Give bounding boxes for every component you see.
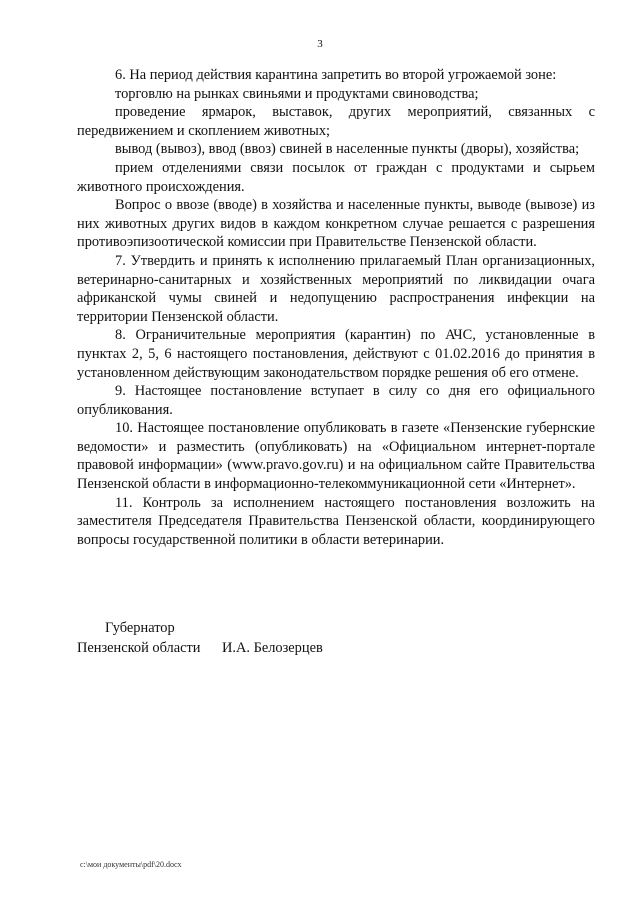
signature-title: Губернатор — [105, 620, 175, 636]
signature-region: Пензенской области — [77, 640, 201, 656]
paragraph-11: 11. Контроль за исполнением настоящего постановления возложить на заместителя Председателя Правительства Пензенской области, координирующего вопросы государственной политики в области ветеринарии. — [77, 494, 595, 548]
paragraph-import-question: Вопрос о ввозе (вводе) в хозяйства и населенные пункты, выводе (вывозе) из них животных других видов в каждом конкретном случае решается с разрешения противоэпизоотической комиссии при Правительстве Пензенской области. — [77, 197, 595, 251]
paragraph-6-item-fairs: проведение ярмарок, выставок, других мероприятий, связанных с передвижением и скоплением животных; — [77, 104, 595, 139]
paragraph-8: 8. Ограничительные мероприятия (карантин) по АЧС, установленные в пунктах 2, 5, 6 настоящего постановления, действуют с 01.02.2016 до принятия в установленном действующим законодательством порядке решения об его отмене. — [77, 327, 595, 381]
paragraph-6-item-trade: торговлю на рынках свиньями и продуктами свиноводства; — [115, 85, 479, 102]
paragraph-6: 6. На период действия карантина запретить во второй угрожаемой зоне: — [115, 67, 557, 83]
paragraph-6-item-transport: вывод (вывоз), ввод (ввоз) свиней в населенные пункты (дворы), хозяйства; — [115, 141, 580, 158]
signature-row — [77, 638, 323, 658]
paragraph-10: 10. Настоящее постановление опубликовать в газете «Пензенские губернские ведомости» и разместить (опубликовать) на «Официальном интернет-портале правовой информации» (www.pravo.gov.ru) и на официальном сайте Правительства Пензенской области в информационно-телекоммуникационной сети «Интернет». — [77, 420, 595, 493]
document-body — [77, 66, 595, 549]
paragraph-7: 7. Утвердить и принять к исполнению прилагаемый План организационных, ветеринарно-санитарных и хозяйственных мероприятий по ликвидации очага африканской чумы свиней и недопущению распространения инфекции на территории Пензенской области. — [77, 252, 595, 325]
signature-name: И.А. Белозерцев — [222, 640, 323, 656]
page-number: 3 — [317, 38, 323, 50]
paragraph-9: 9. Настоящее постановление вступает в силу со дня его официального опубликования. — [77, 383, 595, 418]
footer-file-path: c:\мои документы\pdf\20.docx — [80, 860, 182, 869]
signature-block — [77, 618, 323, 658]
paragraph-6-item-postal: прием отделениями связи посылок от граждан с продуктами и сырьем животного происхождения. — [77, 159, 595, 195]
